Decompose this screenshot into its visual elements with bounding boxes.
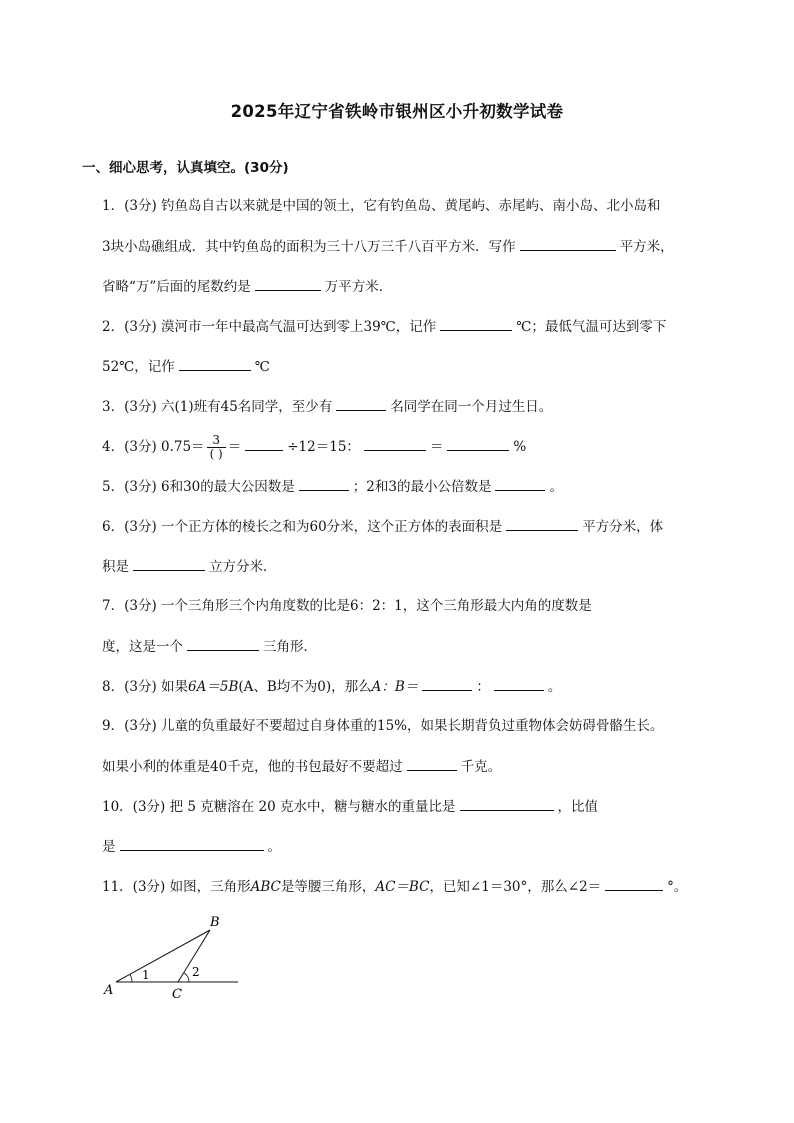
answer-blank[interactable] [336,396,386,411]
triangle-name: ABC [250,879,281,895]
vertex-a-label: A [104,983,114,998]
angle-1-arc [130,975,132,983]
answer-blank[interactable] [364,436,426,451]
question-4-text: ＝ [429,439,444,455]
question-10-text: 10．(3分) 把 5 克糖溶在 20 克水中，糖与糖水的重量比是 [102,799,456,815]
question-7-line-1: 7．(3分) 一个三角形三个内角度数的比是6：2：1，这个三角形最大内角的度数是 [102,598,592,614]
question-10-text: ，比值 [557,799,599,815]
question-8-text: ： [476,679,490,695]
question-5-text: 。 [549,479,563,495]
answer-blank[interactable] [447,436,509,451]
angle-2-label: 2 [192,965,200,979]
question-9-line-2 [102,756,501,777]
question-11-text: °。 [667,879,688,895]
question-6-text: 立方分米． [209,559,277,575]
question-11 [102,876,687,897]
question-1-text: 万平方米． [324,279,393,295]
question-1-text: 平方米， [619,239,674,255]
angle-1-label: 1 [142,968,150,982]
question-4-text: % [513,439,527,455]
question-10-line-1 [102,796,598,817]
question-9-text: 如果小利的体重是40千克，他的书包最好不要超过 [102,759,403,775]
question-7-text: 三角形． [263,639,317,655]
answer-blank[interactable] [460,796,554,811]
answer-blank[interactable] [187,636,259,651]
question-2-line-1 [102,316,666,337]
answer-blank[interactable] [133,556,205,571]
question-1-line-3 [102,276,392,297]
question-3-text: 3．(3分) 六(1)班有45名同学，至少有 [102,399,333,415]
question-6-text: 积是 [102,559,129,575]
answer-blank[interactable] [605,876,663,891]
equation: 6A＝5B [188,679,239,695]
question-10-text: 是 [102,839,116,855]
answer-blank[interactable] [407,756,457,771]
question-9-line-1: 9．(3分) 儿童的负重最好不要超过自身体重的15%，如果长期背负过重物体会妨碍骨骼生长。 [102,718,664,734]
page-title: 2025年辽宁省铁岭市银州区小升初数学试卷 [230,102,564,121]
question-2-text: 52℃，记作 [102,359,175,375]
answer-blank[interactable] [179,356,251,371]
answer-blank[interactable] [440,316,512,331]
question-4 [102,434,526,461]
question-11-text: ，已知∠1＝30°，那么∠2＝ [429,879,602,895]
question-4-text: ＝ [227,439,242,455]
question-3-text: 名同学在同一个月过生日。 [390,399,553,415]
question-4-text: 4．(3分) 0.75＝ [102,439,205,455]
question-8-text: (A、B均不为0)，那么 [238,679,372,695]
answer-blank[interactable] [495,476,545,491]
vertex-c-label: C [172,987,182,1000]
question-8-text: 8．(3分) 如果 [102,679,189,695]
question-6-text: 平方分米，体 [582,519,664,535]
question-2-text: ℃ [254,359,270,375]
question-10-line-2 [102,836,281,857]
question-6-text: 6．(3分) 一个正方体的棱长之和为60分米，这个正方体的表面积是 [102,519,503,535]
question-11-text: 是等腰三角形， [280,879,376,895]
question-9-text: 千克。 [460,759,502,775]
question-11-text: 11．(3分) 如图，三角形 [102,879,251,895]
question-6-line-1 [102,516,663,537]
section-heading: 一、细心思考，认真填空。(30分) [82,160,289,176]
answer-blank[interactable] [120,836,264,851]
question-1-line-2 [102,236,674,257]
answer-blank[interactable] [299,476,349,491]
question-5-text: 5．(3分) 6和30的最大公因数是 [102,479,295,495]
fraction [207,434,226,461]
question-5-text: ；2和3的最小公倍数是 [352,479,492,495]
question-2-text: ℃；最低气温可达到零下 [516,319,667,335]
question-2-text: 2．(3分) 漠河市一年中最高气温可达到零上39℃，记作 [102,319,437,335]
fraction-denominator[interactable]: ( ) [209,447,223,461]
question-7-line-2 [102,636,317,657]
question-6-line-2 [102,556,277,577]
fraction-numerator: 3 [207,434,226,448]
vertex-b-label: B [210,915,220,930]
equation: AC＝BC [375,879,430,895]
question-5 [102,476,563,497]
question-3 [102,396,552,417]
answer-blank[interactable] [245,436,283,451]
question-8-text: 。 [547,679,562,695]
question-1-text: 3块小岛礁组成．其中钓鱼岛的面积为三十八万三千八百平方米．写作 [102,239,516,255]
answer-blank[interactable] [255,276,321,291]
angle-2-arc [184,973,190,983]
question-10-text: 。 [267,839,281,855]
question-7-text: 度，这是一个 [102,639,183,655]
question-2-line-2 [102,356,270,377]
answer-blank[interactable] [506,516,578,531]
question-1-text: 省略“万”后面的尾数约是 [102,279,251,295]
ratio-expression: A：B＝ [371,679,419,695]
answer-blank[interactable] [494,676,544,691]
triangle-figure [98,910,248,1000]
question-8 [102,676,561,697]
question-1-line-1: 1．(3分) 钓鱼岛自古以来就是中国的领土，它有钓鱼岛、黄尾屿、赤尾屿、南小岛、北小岛和 [102,198,661,214]
question-4-text: ÷12＝15： [287,439,360,455]
answer-blank[interactable] [520,236,616,251]
answer-blank[interactable] [422,676,472,691]
